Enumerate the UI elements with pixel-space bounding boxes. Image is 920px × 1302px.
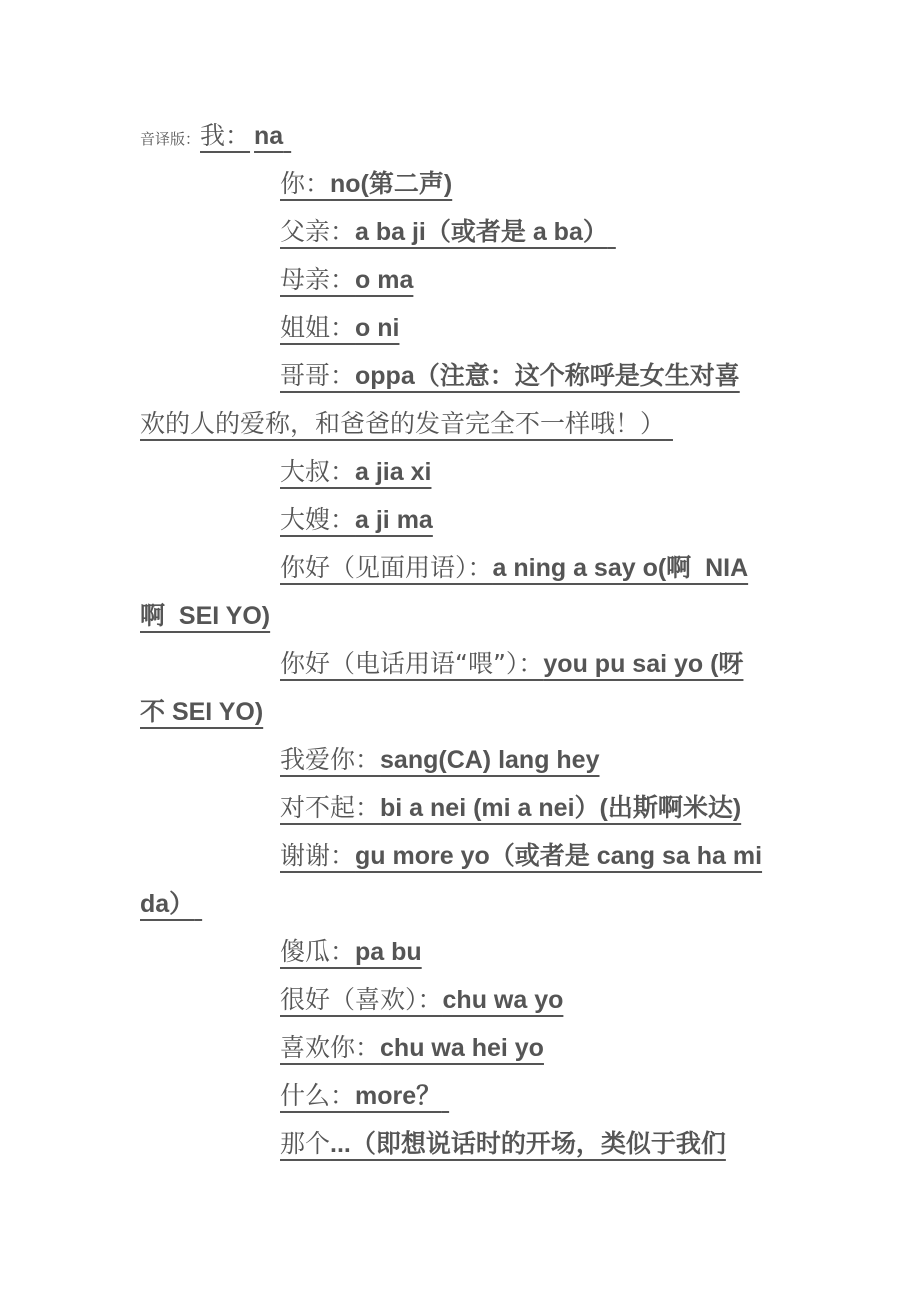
- entry-value: pa bu: [355, 938, 422, 966]
- entry-value: bi a nei (mi a nei）(出斯啊米达): [380, 794, 742, 822]
- entry-word: 父亲：: [280, 217, 356, 246]
- entry-line: [140, 1120, 820, 1168]
- entry-line: [140, 208, 820, 256]
- entry-word: 傻瓜：: [280, 937, 356, 966]
- entry-line-continuation: [140, 400, 820, 448]
- entry-line-header: [140, 112, 820, 160]
- entry-line: [140, 1072, 820, 1120]
- entry-line: [140, 160, 820, 208]
- entry-value: a ba ji（或者是 a ba）: [355, 218, 608, 246]
- entry-continuation: 不 SEI YO): [140, 698, 264, 726]
- entry-line: [140, 304, 820, 352]
- entry-continuation: 啊 SEI YO): [140, 602, 271, 630]
- entry-value: sang(CA) lang hey: [380, 746, 600, 774]
- prefix-label: 音译版：: [140, 130, 201, 148]
- entry-line-continuation: [140, 592, 820, 640]
- entry-word: 大嫂：: [280, 505, 356, 534]
- entry-value: ...（即想说话时的开场，类似于我们: [330, 1130, 726, 1158]
- entry-word: 那个: [280, 1129, 331, 1158]
- entry-line-continuation: [140, 688, 820, 736]
- entry-line: [140, 736, 820, 784]
- document-body: [140, 112, 820, 1168]
- entry-line: [140, 256, 820, 304]
- entry-value: more？: [355, 1082, 442, 1110]
- entry-line: [140, 1024, 820, 1072]
- entry-value: gu more yo（或者是 cang sa ha mi: [355, 842, 763, 870]
- entry-word: 我：: [200, 121, 251, 150]
- entry-word: 很好（喜欢）：: [280, 985, 443, 1014]
- entry-word: 什么：: [280, 1081, 356, 1110]
- entry-continuation: da）: [140, 890, 195, 918]
- entry-value: oppa（注意：这个称呼是女生对喜: [355, 362, 740, 390]
- entry-word: 大叔：: [280, 457, 356, 486]
- entry-line: [140, 640, 820, 688]
- entry-line: [140, 784, 820, 832]
- entry-value: chu wa yo: [442, 986, 564, 1014]
- entry-word: 谢谢：: [280, 841, 356, 870]
- entry-line-continuation: [140, 880, 820, 928]
- entry-value: you pu sai yo (呀: [543, 650, 744, 678]
- entry-value: a ji ma: [355, 506, 433, 534]
- entry-value: o ma: [355, 266, 414, 294]
- entry-line: [140, 976, 820, 1024]
- entry-line: [140, 832, 820, 880]
- entry-line: [140, 544, 820, 592]
- entry-word: 你好（电话用语“喂”）：: [280, 649, 544, 678]
- entry-line: [140, 448, 820, 496]
- entry-word: 对不起：: [280, 793, 381, 822]
- entry-word: 母亲：: [280, 265, 356, 294]
- entry-value: a jia xi: [355, 458, 432, 486]
- entry-word: 哥哥：: [280, 361, 356, 390]
- entry-value: na: [254, 122, 284, 150]
- entry-line: [140, 352, 820, 400]
- entry-value: a ning a say o(啊 NIA: [492, 554, 749, 582]
- entry-word: 我爱你：: [280, 745, 381, 774]
- entry-value: o ni: [355, 314, 400, 342]
- entry-word: 姐姐：: [280, 313, 356, 342]
- entry-word: 喜欢你：: [280, 1033, 381, 1062]
- entry-line: [140, 496, 820, 544]
- entry-line: [140, 928, 820, 976]
- entry-value: chu wa hei yo: [380, 1034, 544, 1062]
- entry-word: 你好（见面用语）：: [280, 553, 493, 582]
- entry-word: 你：: [280, 169, 331, 198]
- entry-continuation: 欢的人的爱称，和爸爸的发音完全不一样哦！）: [140, 409, 666, 438]
- entry-value: no(第二声): [330, 170, 453, 198]
